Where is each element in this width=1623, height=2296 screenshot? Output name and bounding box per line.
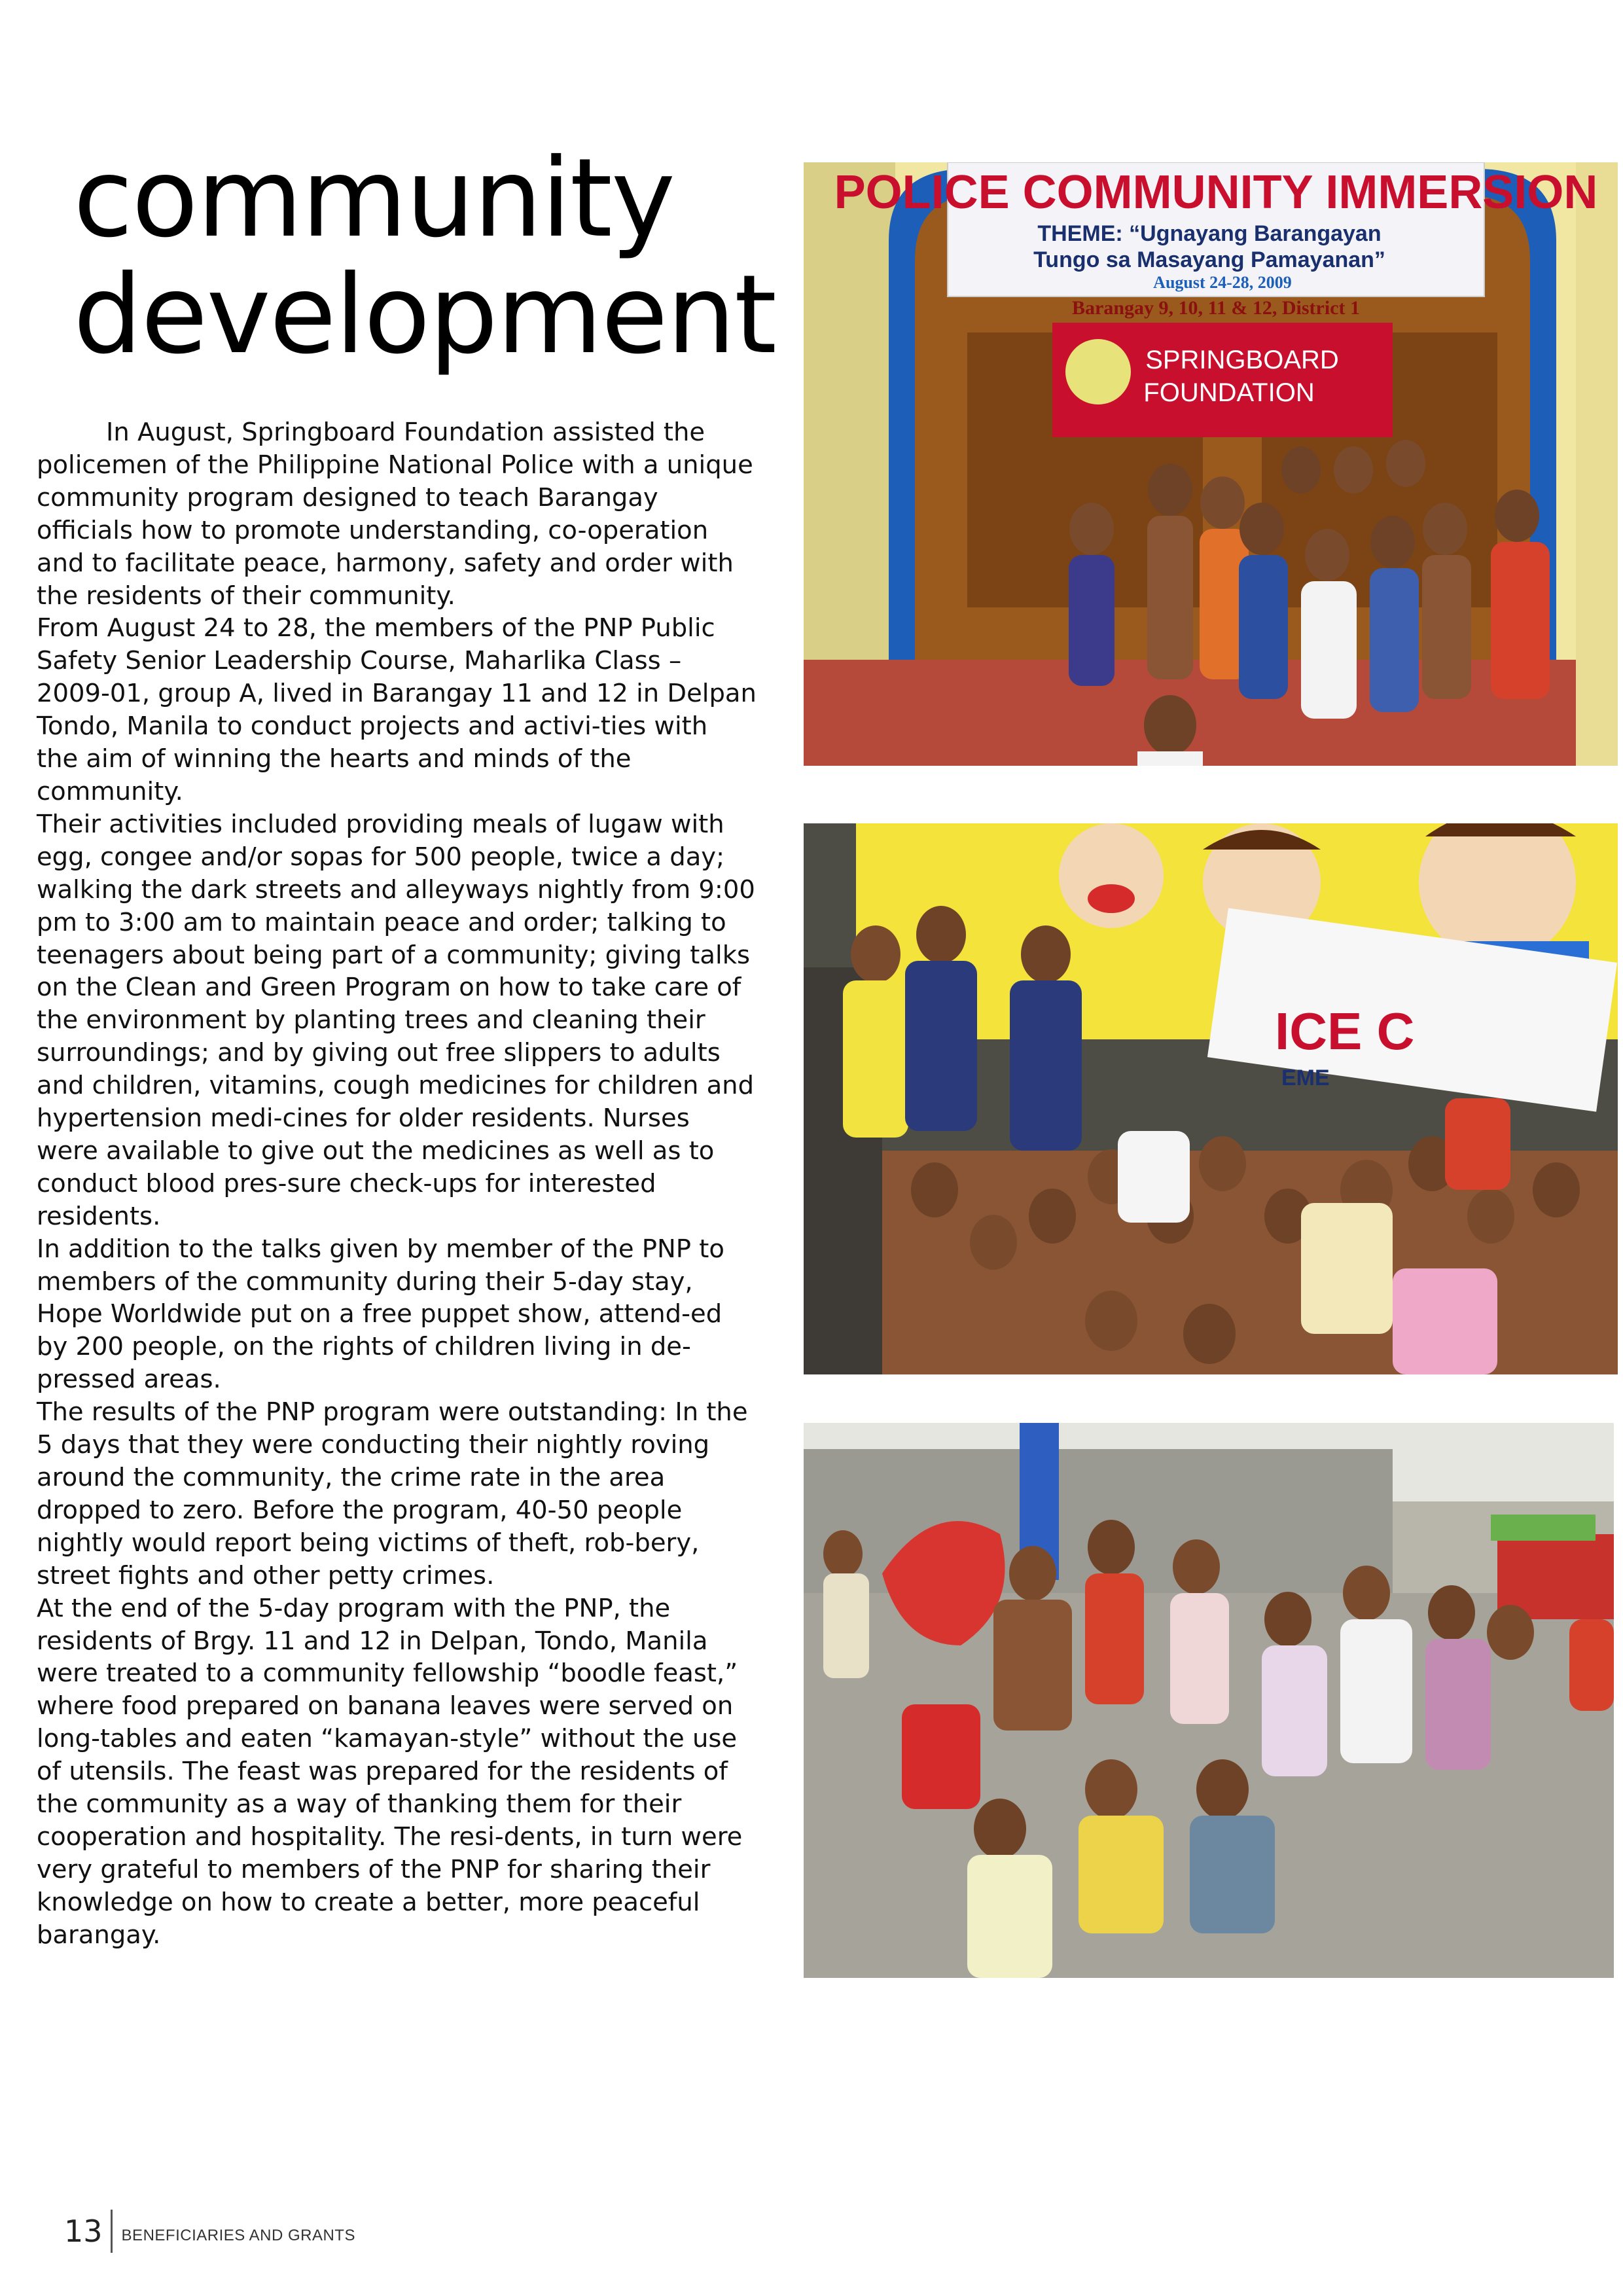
banner-dates: August 24-28, 2009: [1153, 273, 1292, 292]
sign-line-1: SPRINGBOARD: [1145, 346, 1339, 374]
photo-street-children-image: [804, 1423, 1614, 1978]
title-line-2: development: [73, 252, 776, 378]
puppet-banner-text-2: EME: [1281, 1066, 1330, 1090]
foundation-logo-icon: [1065, 339, 1131, 404]
sign-line-2: FOUNDATION: [1143, 378, 1315, 407]
photo-puppet-truck: [804, 823, 1618, 1374]
title-line-1: community: [73, 135, 675, 262]
banner-title: POLICE COMMUNITY IMMERSION: [834, 166, 1598, 219]
section-name: BENEFICIARIES AND GRANTS: [121, 2227, 355, 2244]
photo-banner-children: [804, 162, 1618, 766]
paragraph-4: In addition to the talks given by member of the PNP to members of the community during their 5-day stay, Hope Worldwide put on a free puppet show, attend-ed by 200 people, on the rights of children living in de-pressed areas.: [37, 1234, 724, 1395]
paragraph-6: At the end of the 5-day program with the PNP, the residents of Brgy. 11 and 12 in Delpan, Tondo, Manila were treated to a community fellowship “boodle feast,” where food prepared on banana leaves were served on long-tables and eaten “kamayan-style” without the use of utensils. The feast was prepared for the residents of the community as a way of thanking them for their cooperation and hospitality. The resi-dents, in turn were very grateful to members of the PNP for sharing their knowledge on how to create a better, more peaceful barangay.: [37, 1593, 743, 1950]
page-number: 13: [64, 2214, 103, 2249]
puppet-banner-text: ICE C: [1275, 1002, 1415, 1060]
photo-street-children: [804, 1423, 1614, 1978]
page-title: [73, 135, 776, 378]
footer-divider: [111, 2210, 113, 2253]
banner-theme-1: THEME: “Ugnayang Barangayan: [1037, 221, 1382, 246]
paragraph-2: From August 24 to 28, the members of the PNP Public Safety Senior Leadership Course, Maharlika Class – 2009-01, group A, lived in Barangay 11 and 12 in Delpan Tondo, Manila to conduct projects and activi-ties with the aim of winning the hearts and minds of the community.: [37, 613, 757, 806]
photo-puppet-truck-image: [804, 823, 1618, 1374]
article-body: [37, 416, 757, 1952]
paragraph-1: In August, Springboard Foundation assisted the policemen of the Philippine National Police with a unique community program designed to teach Barangay officials how to promote understanding, co-operation and to facilitate peace, harmony, safety and order with the residents of their community.: [37, 418, 753, 611]
page-footer: [64, 2208, 355, 2254]
photo-banner-children-image: [804, 162, 1618, 766]
paragraph-3: Their activities included providing meals of lugaw with egg, congee and/or sopas for 500 people, twice a day; walking the dark streets and alleyways nightly from 9:00 pm to 3:00 am to maintain peace and order; talking to teenagers about being part of a community; giving talks on the Clean and Green Program on how to take care of the environment by planting trees and cleaning their surroundings; and by giving out free slippers to adults and children, vitamins, cough medicines for children and hypertension medi-cines for older residents. Nurses were available to give out the medicines as well as to conduct blood pres-sure check-ups for interested residents.: [37, 809, 755, 1231]
paragraph-5: The results of the PNP program were outstanding: In the 5 days that they were conducting their nightly roving around the community, the crime rate in the area dropped to zero. Before the program, 40-50 people nightly would report being victims of theft, rob-bery, street fights and other petty crimes.: [37, 1397, 748, 1590]
banner-place: Barangay 9, 10, 11 & 12, District 1: [1072, 297, 1360, 319]
banner-theme-2: Tungo sa Masayang Pamayanan”: [1033, 247, 1385, 272]
